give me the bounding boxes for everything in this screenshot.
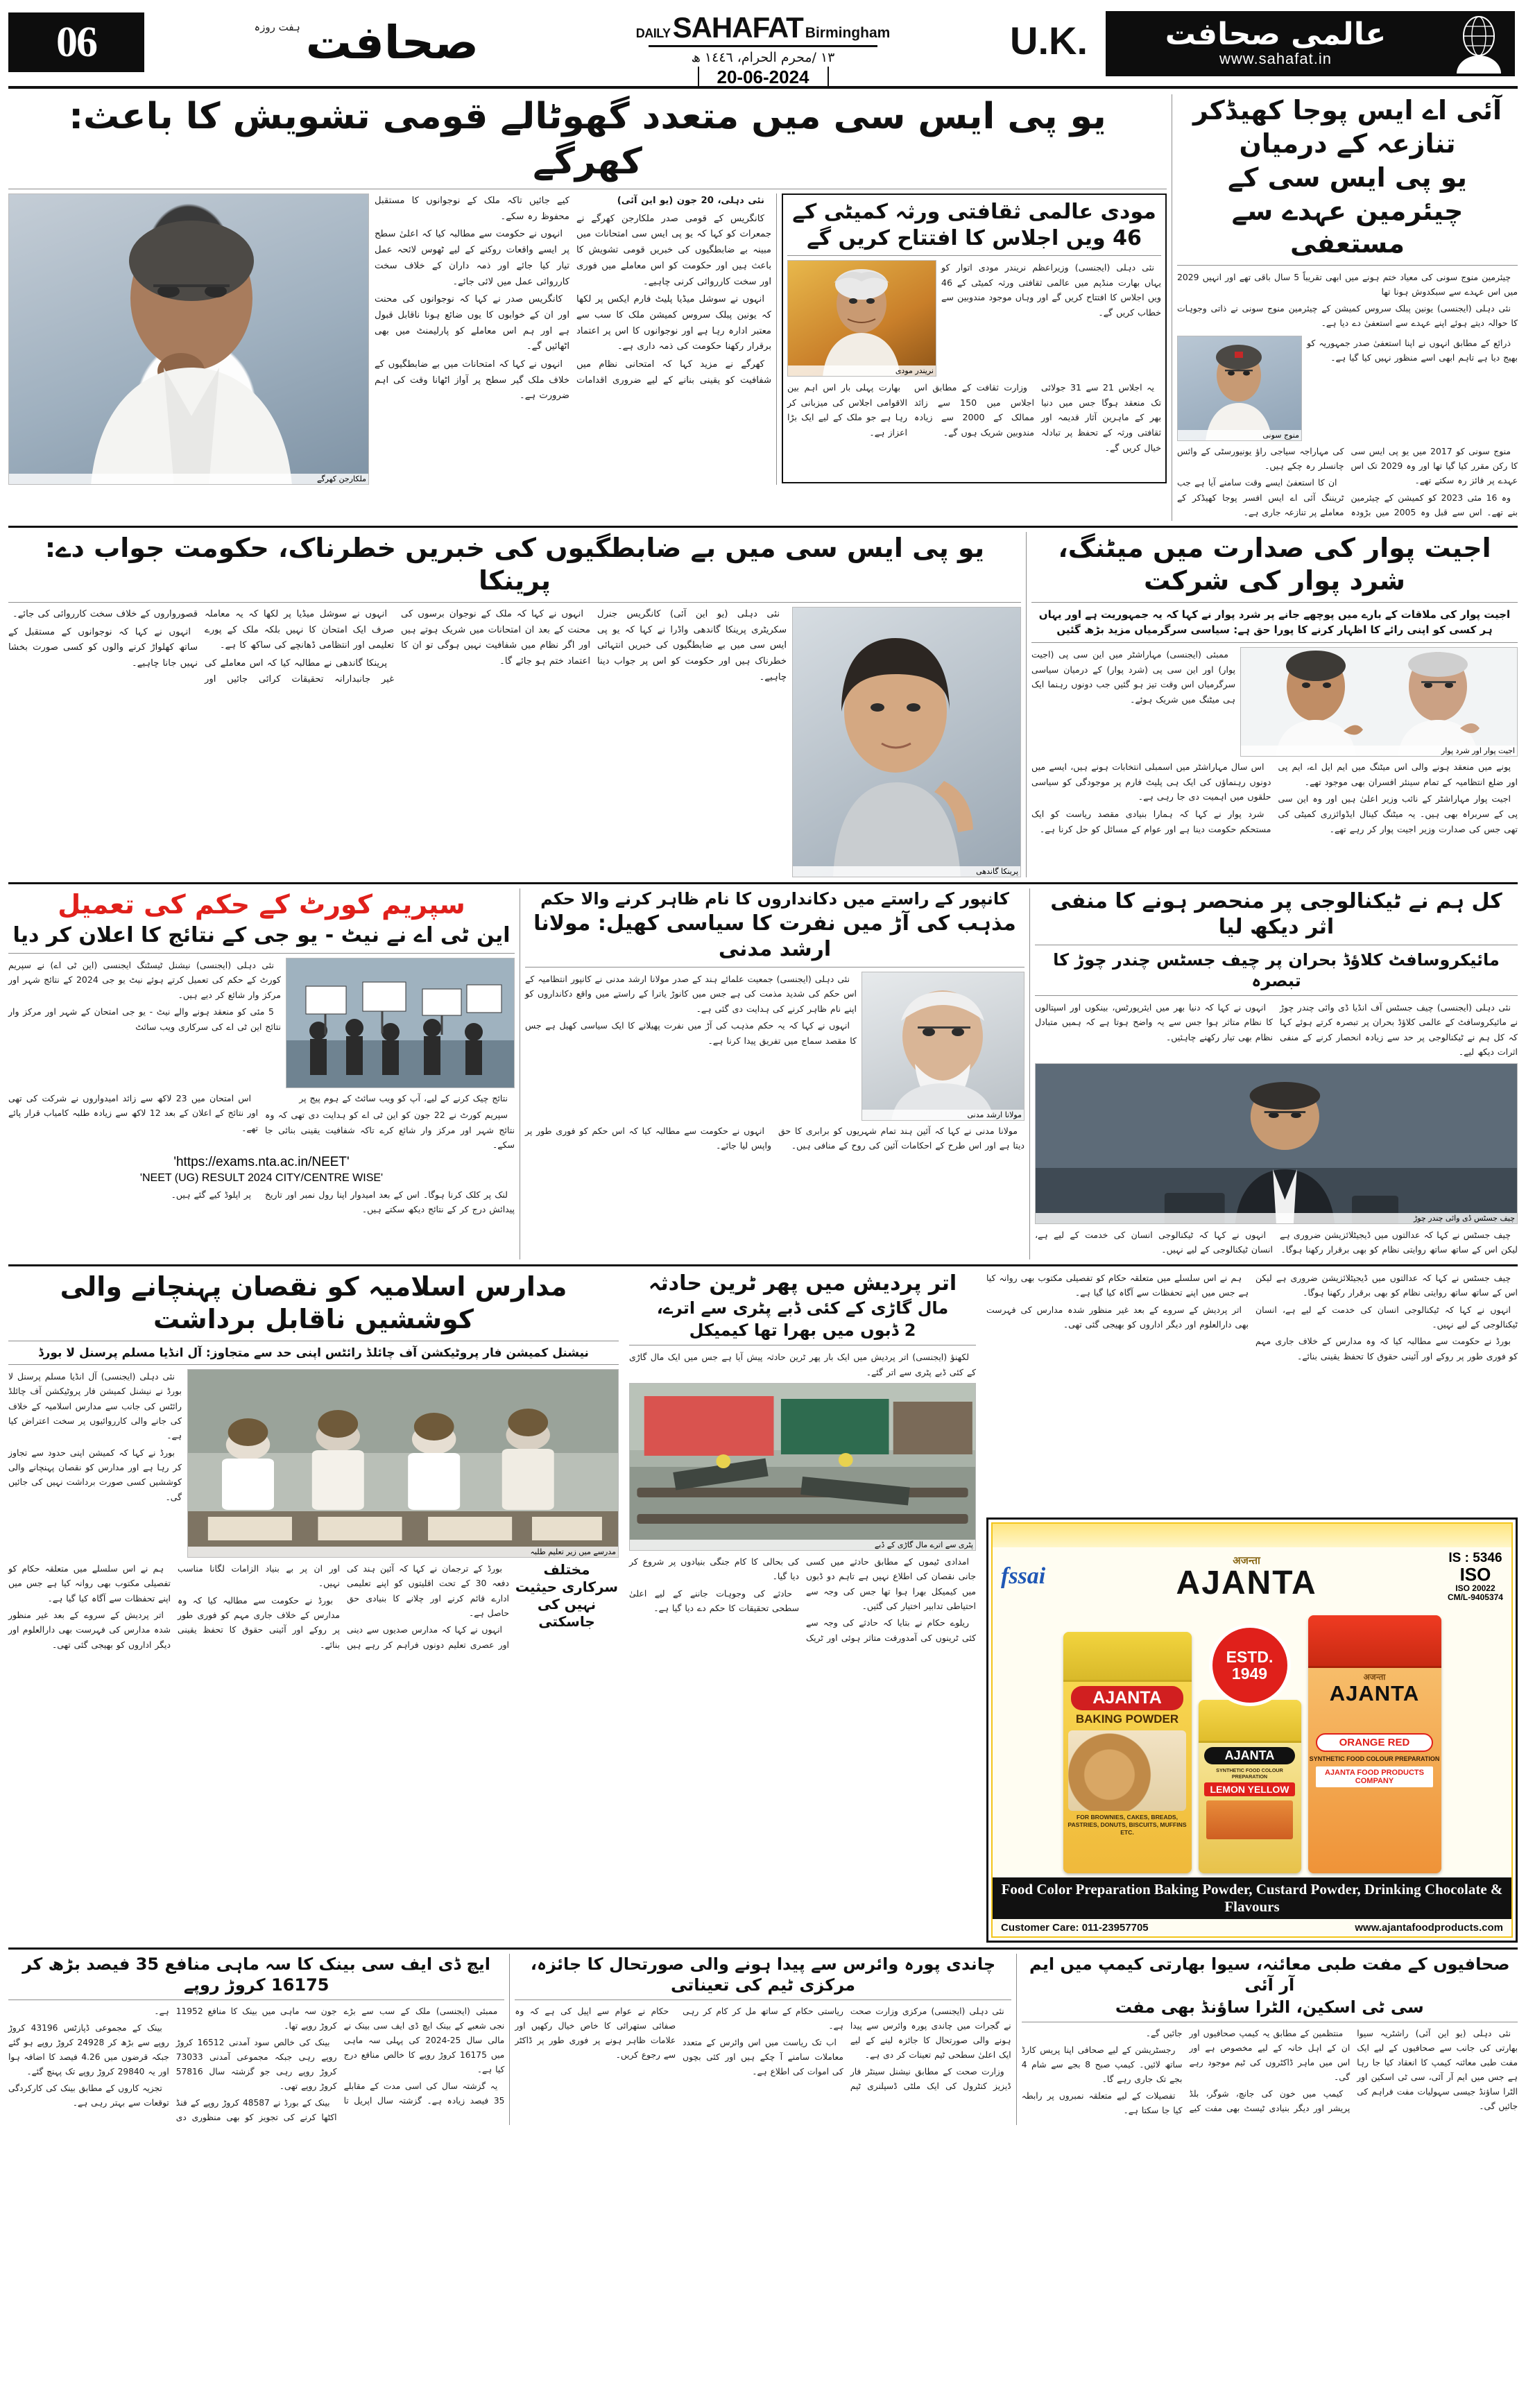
iso-label: ISO [1459,1563,1491,1585]
jar-lid [1199,1700,1301,1743]
fssai-logo: fssai [1001,1563,1046,1590]
divider-2 [8,882,1518,884]
ms-cont-3: بورڈ نے حکومت سے مطالبہ کیا کہ وہ مدارس کے خلاف جاری مہم کو فوری طور پر روکے اور آئینی حقوق کا تحفظ یقینی بنائے۔ [1255,1336,1518,1361]
ad-website[interactable]: www.ajantafoodproducts.com [1355,1922,1503,1934]
chandipura-headline: چاندی پورہ وائرس سے پیدا ہونے والی صورتحال کا جائزہ، مرکزی ٹیم کی تعیناتی [530,1954,996,1995]
madaris-subhead: نیشنل کمیشن فار پروٹیکشن آف چائلڈ رائٹس اپنی حد سے متجاوز: آل انڈیا مسلم پرسنل لا بورڈ [38,1345,589,1360]
modi-story [782,194,1167,485]
madani-photo [861,972,1025,1121]
certification-block [1448,1551,1503,1601]
hdfc-para-1: ممبئی (ایجنسی) ملک کے سب سے بڑے نجی شعبے کے بینک ایچ ڈی ایف سی بینک نے مالی سال 25-2024 کی پہلی سہ ماہی میں 16175 کروڑ روپے کا خالص منافع درج کیا ہے۔ [343,2006,505,2075]
madaris-sidebar-sub: نہیں کی جاسکتی [537,1595,597,1630]
maulana-para-3: مولانا مدنی نے کہا کہ آئین ہند تمام شہریوں کو برابری کا حق دیتا ہے اور اس طرح کے احکامات آئین کی روح کے منافی ہیں۔ [778,1125,1025,1151]
title-rule [649,45,877,47]
divider-1 [8,526,1518,528]
lead-headline: یو پی ایس سی میں متعدد گھوٹالے قومی تشویش کا باعث: کھرگے [69,96,1106,182]
ad-top-strip [993,1524,1511,1547]
pawar-para-5: شرد پوار نے کہا کہ ہمارا بنیادی مقصد ریاست کو ایک مستحکم حکومت دینا ہے اور عوام کے مسائل کو حل کرنا ہے۔ [1031,808,1271,834]
product2-variant: LEMON YELLOW [1204,1782,1294,1796]
ajanta-brand [1176,1554,1317,1602]
hdfc-para-2: یہ گزشتہ سال کی اسی مدت کے مقابلے 35 فیصد زیادہ ہے۔ گزشتہ سال اپریل تا جون سہ ماہی میں بینک کا منافع 11952 کروڑ روپے تھا۔ [175,2006,505,2106]
left-headline-2: یو پی ایس سی کے چیئرمین عہدے سے مستعفی [1228,162,1467,259]
left-body-top [1307,336,1518,366]
product2-wrapper [1199,1648,1301,1873]
maulana-para-1: نئی دہلی (ایجنسی) جمعیت علمائے ہند کے صدر مولانا ارشد مدنی نے کانپور انتظامیہ کے اس حکم کی شدید مذمت کی ہے جس میں کانوڑ یاترا کے راستے میں واقع دکانداروں کو اپنے نام ظاہر کرنے کی ہدایت دی گئی ہے۔ [525,973,857,1014]
madaris-body-rest [8,1561,509,1653]
estd-label: ESTD. [1226,1648,1274,1667]
train-para-2: امدادی ٹیموں کے مطابق حادثے میں کسی جانی نقصان کی اطلاع نہیں ہے تاہم دو ڈبوں میں کیمیکل بھرا ہوا تھا جس کی وجہ سے احتیاطی تدابیر اختیار کی گئیں۔ [806,1556,976,1612]
maulana-story [525,888,1025,1259]
ad-customer-care[interactable]: Customer Care: 011-23957705 [1001,1922,1149,1934]
jar-body [1063,1682,1192,1873]
priyanka-photo [792,607,1021,877]
jar-lid [1308,1615,1441,1668]
masthead [8,7,1518,89]
bottom-right-story [1022,1954,1518,2125]
train-accident-photo [629,1383,976,1551]
lead-para-4: انہوں نے حکومت سے مطالبہ کیا کہ اعلیٰ سطح پر ایسے واقعات روکنے کے لیے ٹھوس لائحہ عمل تیار کیا جائے اور ذمہ داران کے خلاف سخت کارروائی عمل میں لائی جائے۔ [375,229,569,287]
band-four [8,1271,1518,1943]
train-story [629,1271,976,1645]
ms-cont-2: انہوں نے کہا کہ ٹیکنالوجی انسان کی خدمت کے لیے ہے، انسان ٹیکنالوجی کے لیے نہیں۔ [1255,1304,1518,1330]
sewa-para-1: نئی دہلی (یو این آئی) راشٹریہ سیوا بھارتی کی جانب سے صحافیوں کے لیے ایک مفت طبی معائنہ کیمپ کا انعقاد کیا جا رہا ہے جس میں ایم آر آئی، سی ٹی اسکین اور الٹرا ساؤنڈ جیسی سہولیات مفت فراہم کی جائیں گی۔ [1357,2029,1518,2112]
photo-caption: پٹری سے اترے مال گاڑی کے ڈبے [630,1540,975,1550]
sewa-para-3: کیمپ میں خون کی جانچ، شوگر، بلڈ پریشر اور دیگر بنیادی ٹیسٹ بھی مفت کیے جائیں گے۔ [1145,2029,1351,2114]
lead-para-2: انہوں نے سوشل میڈیا پلیٹ فارم ایکس پر لکھا کہ یونین پبلک سروس کمیشن ملک کا سب سے معتبر ادارہ رہا ہے اور نوجوانوں کا اس پر اعتماد برقرار رکھنا حکومت کی ذمہ داری ہے۔ [576,294,771,352]
product3-company: AJANTA FOOD PRODUCTS COMPANY [1316,1766,1433,1787]
paper-name: SAHAFAT [672,11,803,44]
jar-body [1199,1743,1301,1873]
madaris-body-right [8,1369,182,1504]
ms-para-1: نئی دہلی (ایجنسی) چیف جسٹس آف انڈیا ڈی وائی چندر چوڑ نے مائیکروسافٹ کے عالمی کلاؤڈ بحران پر تبصرہ کرتے ہوئے کہا کہ کل ہم نے ٹیکنالوجی پر حد سے زیادہ انحصار کرنے کے منفی اثرات دیکھ لیے۔ [1280,1001,1518,1058]
product3-type: SYNTHETIC FOOD COLOUR PREPARATION [1309,1755,1440,1763]
ad-inner [991,1522,1513,1938]
pawar-headline: اجیت پوار کی صدارت میں میٹنگ، شرد پوار کی شرکت [1058,532,1491,596]
ajanta-wordmark: AJANTA [1176,1565,1317,1602]
product2-name: AJANTA [1204,1747,1294,1764]
neet-para-5: لنک پر کلک کرنا ہوگا۔ اس کے بعد امیدوار اپنا رول نمبر اور تاریخ پیدائش درج کر کے نتائج دیکھ سکتے ہیں۔ [265,1189,515,1215]
lead-para-1: کانگریس کے قومی صدر ملکارجن کھرگے نے جمعرات کو کہا کہ یو پی ایس سی امتحانات میں مبینہ بے ضابطگیوں کی خبریں قومی تشویش کا باعث ہیں اور حکومت کو اس معاملے میں فوری اور سخت کارروائی کرنی چاہیے۔ [576,213,771,287]
hijri-date: ١٣ /محرم الحرام، ١٤٤٦ ھ [691,50,835,65]
lead-story [8,94,1167,521]
modi-photo [787,260,936,377]
madaris-para-2: بورڈ نے کہا کہ کمیشن اپنی حدود سے تجاوز کر رہا ہے اور مدارس کو نقصان پہنچانے والی کوششیں کسی صورت برداشت نہیں کی جائیں گی۔ [8,1447,182,1502]
left-headline-1: آئی اے ایس پوجا کھیڈکر تنازعہ کے درمیان [1192,95,1502,159]
product3-variant: ORANGE RED [1316,1733,1433,1752]
madaris-para-7: اتر پردیش کے سروے کے بعد غیر منظور شدہ مدارس کی فہرست بھی دارالعلوم اور دیگر اداروں کو بھیجی گئی تھی۔ [8,1609,171,1650]
product1-type: BAKING POWDER [1075,1712,1179,1726]
priyanka-para-2: انہوں نے کہا کہ ملک کے نوجوان برسوں کی محنت کے بعد ان امتحانات میں شریک ہوتے ہیں اور اگر نظام میں شفافیت نہیں ہوگی تو ان کا اعتماد ختم ہو جائے گا۔ [401,608,590,667]
maulana-para-4: انہوں نے حکومت سے مطالبہ کیا کہ اس حکم کو فوری طور پر واپس لیا جائے۔ [525,1125,771,1151]
cp-para-3: اب تک ریاست میں اس وائرس کے متعدد معاملات سامنے آ چکے ہیں اور کئی بچوں کی اموات کی اطلاع ہے۔ [683,2038,843,2077]
pawar-story [1031,532,1518,877]
microsoft-body-b [1035,1228,1518,1259]
product3-hindi: अजन्ता [1363,1672,1386,1683]
estd-year: 1949 [1231,1665,1268,1683]
cji-photo [1035,1063,1518,1224]
pawar-body-a [1031,647,1235,707]
is-code: IS : 5346 [1448,1550,1502,1565]
hdfc-body [8,2004,504,2125]
ad-column [986,1271,1518,1943]
product-orange-red [1308,1615,1441,1873]
ms-cont-1: چیف جسٹس نے کہا کہ عدالتوں میں ڈیجیٹلائزیشن ضروری ہے لیکن اس کے ساتھ ساتھ روایتی نظام کو بھی برقرار رکھنا ہوگا۔ [1255,1272,1518,1298]
ajanta-hindi: अजन्ता [1233,1554,1260,1567]
train-headline-2: مال گاڑی کے کئی ڈبے پٹری سے اترے، [656,1298,949,1318]
bottom-mid-story [515,1954,1011,2125]
microsoft-body-a [1035,1000,1518,1060]
band-three [8,888,1518,1259]
madrasa-photo [187,1369,619,1558]
priyanka-story [8,532,1021,877]
ms-cont-5: اتر پردیش کے سروے کے بعد غیر منظور شدہ مدارس کی فہرست بھی دارالعلوم اور دیگر اداروں کو بھیجی گئی تھی۔ [986,1304,1249,1330]
photo-caption: اجیت پوار اور شرد پوار [1241,746,1517,756]
divider-4 [8,1947,1518,1950]
cp-para-4: حکام نے عوام سے اپیل کی ہے کہ وہ صفائی ستھرائی کا خاص خیال رکھیں اور علامات ظاہر ہونے پر فوری طور پر ڈاکٹر سے رجوع کریں۔ [515,2006,676,2061]
train-headline-3: 2 ڈبوں میں بھرا تھا کیمیکل [689,1321,916,1341]
ad-product-row [993,1606,1511,1877]
ad-logo-row [993,1547,1511,1606]
cp-para-2: وزارت صحت کے مطابق نیشنل سینٹر فار ڈیزیز کنٹرول کی ایک ملٹی ڈسپلنری ٹیم ریاستی حکام کے ساتھ مل کر کام کر رہی ہے۔ [683,2006,1011,2092]
maulana-para-2: انہوں نے کہا کہ یہ حکم مذہب کی آڑ میں نفرت پھیلانے کا ایک سیاسی کھیل ہے جس کا مقصد سماج میں تفریق پیدا کرنا ہے۔ [525,1020,857,1046]
paper-title [583,11,943,44]
microsoft-story [1035,888,1518,1259]
pawar-para-4: اس سال مہاراشٹر میں اسمبلی انتخابات ہونے ہیں، ایسے میں دونوں رہنماؤں کی ایک ہی پلیٹ فارم پر موجودگی کو سیاسی حلقوں میں اہمیت دی جا رہی ہے۔ [1031,761,1271,802]
photo-caption: مدرسے میں زیر تعلیم طلبہ [188,1547,618,1557]
neet-para-4: نتائج چیک کرنے کے لیے، آپ کو ویب سائٹ کے ہوم پیج پر [299,1092,508,1103]
left-para-2: ذرائع کے مطابق انہوں نے اپنا استعفیٰ صدر جمہوریہ کو بھیج دیا ہے تاہم ابھی اسے منظور نہیں کیا گیا ہے۔ [1307,337,1518,363]
neet-para-1: نئی دہلی (ایجنسی) نیشنل ٹیسٹنگ ایجنسی (این ٹی اے) نے سپریم کورٹ کے حکم کی تعمیل کرتے ہوئے نیٹ یو جی 2024 کے نتائج شہر اور مرکز وار شائع کر دیے ہیں۔ [8,959,281,1000]
daily-label: DAILY [635,26,671,40]
hdfc-para-5: بینک کے مجموعی ڈپازٹس 43196 کروڑ روپے سے بڑھ کر 24928 کروڑ روپے ہو گئے جبکہ قرضوں میں 4.26 فیصد کا اضافہ ہوا اور یہ 29840 کروڑ روپے تک پہنچ گئے۔ [8,2023,169,2077]
neet-para-7: اس امتحان میں 23 لاکھ سے زائد امیدواروں نے شرکت کی تھی اور نتائج کے اعلان کے بعد 12 لاکھ سے زیادہ طلبہ کامیاب قرار پائے تھے۔ [8,1092,258,1133]
ms-para-2: انہوں نے کہا کہ دنیا بھر میں ایئرپورٹس، بینکوں اور اسپتالوں کا نظام متاثر ہوا جس سے یہ واضح ہوتا ہے کہ ہمیں متبادل نظام بھی تیار رکھنے چاہئیں۔ [1035,1001,1273,1042]
product2-type: SYNTHETIC FOOD COLOUR PREPARATION [1216,1767,1283,1780]
product1-uses: FOR BROWNIES, CAKES, BREADS, PASTRIES, DONUTS, BISCUITS, MUFFINS ETC. [1068,1814,1187,1836]
urdu-logo-subtext: ہفت روزہ [254,21,300,33]
left-para-0: چیئرمین منوج سونی کی معیاد ختم ہونے میں ابھی تقریباً 5 سال باقی تھے اور انہیں 2029 میں اس عہدے سے سبکدوش ہونا تھا [1177,271,1518,297]
sewa-para-2: منتظمین کے مطابق یہ کیمپ صحافیوں اور ان کے اہل خانہ کے لیے مخصوص ہے اور اس میں ماہر ڈاکٹروں کی ٹیم موجود رہے گی۔ [1189,2029,1351,2083]
brand-text-block [1106,19,1446,68]
modi-body-b [787,380,1161,455]
train-para-3: ریلوے حکام نے بتایا کہ حادثے کی وجہ سے کئی ٹرینوں کی آمدورفت متاثر ہوئی اور ٹریک کی بحالی کا کام جنگی بنیادوں پر شروع کر دیا گیا۔ [629,1556,976,1643]
lead-para-5: کانگریس صدر نے کہا کہ نوجوانوں کی محنت اور ان کے خوابوں کا یوں ضائع ہونا ناقابل قبول ہے اور ہم اس معاملے کو پارلیمنٹ میں بھی اٹھائیں گے۔ [375,294,569,352]
train-body-a [629,1350,976,1379]
lead-para-3: کھرگے نے مزید کہا کہ امتحانی نظام میں شفافیت کو یقینی بنانے کے لیے ضروری اقدامات کیے جائیں تاکہ ملک کے نوجوانوں کا مستقبل محفوظ رہ سکے۔ [375,196,771,386]
neet-para-3: پر اپلوڈ کیے گئے ہیں۔ [171,1189,251,1200]
lead-para-6: انہوں نے کہا کہ امتحانات میں بے ضابطگیوں کے خلاف ملک گیر سطح پر آواز اٹھانا وقت کی اہم ضرورت ہے۔ [375,359,569,402]
microsoft-continuation [986,1271,1518,1513]
priyanka-headline: یو پی ایس سی میں بے ضابطگیوں کی خبریں خطرناک، حکومت جواب دے: پرینکا [44,532,985,596]
madaris-headline: مدارس اسلامیہ کو نقصان پہنچانے والی کوششیں ناقابل برداشت [60,1271,567,1335]
estd-badge [1212,1628,1287,1703]
brand-website[interactable]: www.sahafat.in [1219,50,1332,67]
left-para-4: وہ 16 مئی 2023 کو کمیشن کے چیئرمین بنے تھے۔ اس سے قبل وہ 2005 میں بڑودہ کی مہاراجہ سیاجی راؤ یونیورسٹی کے وائس چانسلر رہ چکے ہیں۔ [1177,445,1518,518]
photo-caption: چیف جسٹس ڈی وائی چندر چوڑ [1036,1213,1517,1223]
madaris-para-4: انہوں نے کہا کہ مدارس صدیوں سے دینی اور عصری تعلیم دونوں فراہم کر رہے ہیں اور ان پر بے بنیاد الزامات لگانا مناسب نہیں۔ [178,1563,509,1650]
band-two [8,532,1518,877]
neet-para-6: سپریم کورٹ نے 22 جون کو این ٹی اے کو ہدایت دی تھی کہ وہ نتائج شہر اور مرکز وار شائع کرے تاکہ شفافیت یقینی بنائی جا سکے۔ [265,1110,515,1151]
pawar-photo [1240,647,1518,757]
neet-protest-photo [286,958,515,1088]
pawar-body-b [1031,759,1518,839]
modi-headline: مودی عالمی ثقافتی ورثہ کمیٹی کے 46 ویں اجلاس کا افتتاح کریں گے [792,200,1156,250]
madaris-para-3: بورڈ کے ترجمان نے کہا کہ آئین ہند کی دفعہ 30 کے تحت اقلیتوں کو اپنے تعلیمی ادارے قائم کرنے اور چلانے کا بنیادی حق حاصل ہے۔ [347,1563,509,1618]
left-para-3: منوج سونی کو 2017 میں یو پی ایس سی کا رکن مقرر کیا گیا تھا اور وہ 2029 تک اس عہدے پر فائز رہ سکتے تھے۔ [1351,445,1518,486]
sewa-para-5: تفصیلات کے لیے متعلقہ نمبروں پر رابطہ کیا جا سکتا ہے۔ [1021,2091,1183,2116]
band-lead [8,94,1518,521]
chandipura-body [515,2004,1011,2094]
hdfc-para-6: تجزیہ کاروں کے مطابق بینک کی کارکردگی توقعات سے بہتر رہی ہے۔ [8,2083,169,2108]
sewa-headline-1: صحافیوں کے مفت طبی معائنہ، سیوا بھارتی کیمپ میں ایم آر آئی [1029,1954,1510,1995]
product1-illustration [1068,1730,1186,1811]
neet-link-label[interactable]: 'NEET (UG) RESULT 2024 CITY/CENTRE WISE' [139,1171,384,1184]
band-five [8,1954,1518,2125]
photo-caption: پرینکا گاندھی [793,866,1020,877]
urdu-nameplate [146,11,479,75]
sewa-headline-2: سی ٹی اسکین، الٹرا ساؤنڈ بھی مفت [1115,1997,1424,2018]
priyanka-para-3: انہوں نے سوشل میڈیا پر لکھا کہ یہ معاملہ صرف ایک امتحان کا نہیں بلکہ ملک کے پورے تعلیمی اور انتظامی ڈھانچے کی ساکھ کا ہے۔ [205,608,394,651]
neet-headline-red: سپریم کورٹ کے حکم کی تعمیل [58,888,465,920]
product3-name: AJANTA [1329,1681,1420,1706]
neet-body-a [8,958,281,1035]
pawar-subhead: اجیت پوار کی ملاقات کے بارے میں پوچھے جانے پر شرد پوار نے کہا کہ یہ جمہوریت ہے اور یہاں ہر کسی کو اپنی رائے کا اظہار کرنے کا پورا حق ہے: سیاسی سرگرمیاں مزید بڑھ گئیں [1038,608,1511,637]
maulana-body-a [525,972,857,1049]
neet-para-2: 5 مئی کو منعقد ہونے والے نیٹ - یو جی امتحان کے شہر اور مرکز وار نتائج این ٹی اے کی سرکاری ویب سائٹ [8,1006,281,1032]
product1-name: AJANTA [1071,1686,1184,1710]
maulana-headline-1: کانپور کے راستے میں دکانداروں کا نام ظاہر کرنے والا حکم [540,888,1009,909]
modi-para-1: نئی دہلی (ایجنسی) وزیراعظم نریندر مودی اتوار کو یہاں بھارت منڈپم میں عالمی ثقافتی ورثہ کمیٹی کے 46 ویں اجلاس کا افتتاح کریں گے اور وہاں موجود مندوبین سے خطاب کریں گے۔ [941,262,1161,318]
bottom-left-story [8,1954,504,2125]
page-number-badge [8,12,144,72]
ad-contact-row [993,1919,1511,1936]
photo-caption: نریندر مودی [788,366,936,376]
brand-urdu: عالمی صحافت [1165,17,1387,52]
modi-body-a [941,260,1161,320]
left-body-rest [1177,444,1518,521]
pawar-para-2: پونے میں منعقد ہونے والی اس میٹنگ میں ایم ایل اے، ایم پی اور ضلع انتظامیہ کے تمام سینئر افسران بھی موجود تھے۔ [1278,761,1518,787]
hdfc-para-4: بینک کے بورڈ نے 48587 کروڑ روپے کے فنڈ اکٹھا کرنے کی تجویز کو بھی منظوری دی ہے۔ [154,2006,337,2123]
ad-footer-text: Food Color Preparation Baking Powder, Custard Powder, Drinking Chocolate & Flavours [993,1877,1511,1919]
madaris-sidebar-head: مختلف سرکاری حیثیت [515,1560,619,1595]
train-para-4: حادثے کی وجوہات جاننے کے لیے اعلیٰ سطحی تحقیقات کا حکم دے دیا گیا ہے۔ [629,1588,799,1614]
microsoft-headline-2: مائیکروسافٹ کلاؤڈ بحران پر چیف جسٹس چندر چوڑ کا تبصرہ [1053,949,1500,990]
cp-para-1: نئی دہلی (ایجنسی) مرکزی وزارت صحت نے گجرات میں چاندی پورہ وائرس سے پیدا ہونے والی صورتحال کا جائزہ لینے کے لیے ایک اعلیٰ سطحی ٹیم تعینات کر دی ہے۔ [850,2006,1011,2061]
kharge-photo [8,194,369,485]
left-para-1: نئی دہلی (ایجنسی) یونین پبلک سروس کمیشن کے چیئرمین منوج سونی نے ذاتی وجوہات کا حوالہ دیتے ہوئے اپنے عہدے سے استعفیٰ دے دیا ہے۔ [1177,303,1518,329]
priyanka-para-1: نئی دہلی (یو این آئی) کانگریس جنرل سکریٹری پرینکا گاندھی واڈرا نے کہا کہ یو پی ایس سی میں بے ضابطگیوں کی خبریں انتہائی خطرناک ہیں اور حکومت کو اس پر جواب دینا چاہیے۔ [597,608,787,682]
maulana-headline-2: مذہب کی آڑ میں نفرت کا سیاسی کھیل: مولانا ارشد مدنی [533,911,1016,962]
gregorian-date: 20-06-2024 [698,67,829,88]
sewa-body [1022,2027,1518,2118]
jar-lid [1063,1632,1192,1682]
product2-powder [1206,1800,1292,1839]
left-para-5: ان کا استعفیٰ ایسے وقت سامنے آیا ہے جب ٹریننگ آئی اے ایس افسر پوجا کھیڈکر کے معاملے پر تنازعہ جاری ہے۔ [1177,477,1344,518]
ajanta-advertisement[interactable] [986,1517,1518,1943]
lead-dateline: نئی دہلی، 20 جون (یو این آئی) [617,196,764,206]
modi-para-2: یہ اجلاس 21 سے 31 جولائی تک منعقد ہوگا جس میں دنیا بھر کے ماہرین آثار قدیمہ اور ثقافتی ورثہ کے تحفظ پر تبادلہ خیال کریں گے۔ [1041,382,1161,453]
pawar-para-1: ممبئی (ایجنسی) مہاراشٹر میں این سی پی (اجیت پوار) اور این سی پی (شرد پوار) کے درمیان سیاسی سرگرمیاں اس وقت تیز ہو گئیں جب دونوں رہنما ایک ہی میٹنگ میں شریک ہوئے۔ [1031,648,1235,705]
hdfc-headline: ایچ ڈی ایف سی بینک کا سہ ماہی منافع 35 فیصد بڑھ کر 16175 کروڑ روپے [22,1954,491,1995]
train-headline-1: اتر پردیش میں پھر ٹرین حادثہ [648,1271,957,1296]
priyanka-para-4: پرینکا گاندھی نے مطالبہ کیا کہ اس معاملے کی غیر جانبدارانہ تحقیقات کرائی جائیں اور قصورواروں کے خلاف سخت کارروائی کی جائے۔ [12,608,394,685]
madaris-story [8,1271,619,1653]
priyanka-para-5: انہوں نے کہا کہ نوجوانوں کے مستقبل کے ساتھ کھلواڑ کرنے والوں کو کسی صورت بخشا نہیں جانا چاہیے۔ [8,626,198,669]
paper-city: Birmingham [805,25,891,41]
neet-story [8,888,515,1259]
cm-license: CM/L-9405374 [1447,1592,1503,1602]
hdfc-para-3: بینک کی خالص سود آمدنی 16512 کروڑ روپے رہی جبکہ مجموعی آمدنی 73033 کروڑ روپے رہی جو گزشتہ سال 57816 کروڑ روپے تھی۔ [175,2038,337,2092]
edition-label: U.K. [1010,19,1088,62]
photo-caption: ملکارجن کھرگے [9,474,368,484]
maulana-body-b [525,1124,1025,1155]
iso-number: ISO 20022 [1455,1583,1495,1594]
microsoft-headline-1: کل ہم نے ٹیکنالوجی پر منحصر ہونے کا منفی اثر دیکھ لیا [1050,888,1502,940]
manoj-soni-photo [1177,336,1302,441]
modi-para-3: وزارت ثقافت کے مطابق اس اجلاس میں 150 سے زائد ممالک کے 2000 سے زیادہ مندوبین شریک ہوں گے۔ [914,382,1034,438]
neet-url[interactable]: 'https://exams.nta.ac.in/NEET' [173,1154,350,1169]
ms-para-3: چیف جسٹس نے کہا کہ عدالتوں میں ڈیجیٹلائزیشن ضروری ہے لیکن اس کے ساتھ ساتھ روایتی نظام کو بھی برقرار رکھنا ہوگا۔ [1280,1229,1518,1255]
left-kicker [1177,270,1518,331]
product-baking-powder [1063,1632,1192,1873]
divider-3 [8,1264,1518,1266]
photo-caption: مولانا ارشد مدنی [862,1110,1024,1120]
neet-body-b [8,1091,515,1153]
madaris-para-6: ہم نے اس سلسلے میں متعلقہ حکام کو تفصیلی مکتوب بھی روانہ کیا ہے جس میں اپنے تحفظات سے آگاہ کیا گیا ہے۔ [8,1563,171,1603]
page-number: 06 [56,18,96,66]
photo-caption: منوج سونی [1178,430,1301,440]
urdu-logo-text: صحافت [305,16,479,69]
globe-icon [1446,12,1512,75]
product-lemon-yellow [1199,1700,1301,1873]
left-top-story [1177,94,1518,521]
madaris-para-5: بورڈ نے حکومت سے مطالبہ کیا کہ وہ مدارس کے خلاف جاری مہم کو فوری طور پر روکے اور آئینی حقوق کا تحفظ یقینی بنائے۔ [178,1594,340,1650]
modi-para-4: بھارت پہلی بار اس اہم بین الاقوامی اجلاس کی میزبانی کر رہا ہے جو ملک کے لیے ایک بڑا اعزاز ہے۔ [787,382,907,438]
neet-body-c [8,1187,515,1217]
sewa-para-4: رجسٹریشن کے لیے صحافی اپنا پریس کارڈ ساتھ لائیں۔ کیمپ صبح 8 بجے سے شام 4 بجے تک جاری رہے گا۔ [1021,2045,1183,2085]
sahafat-brand-block[interactable] [1106,11,1515,76]
lead-body-right [375,194,771,404]
jar-body [1308,1668,1441,1873]
pawar-para-3: اجیت پوار مہاراشٹر کے نائب وزیر اعلیٰ ہیں اور وہ این سی پی کے سربراہ بھی ہیں۔ یہ میٹنگ کینال ایڈوائزری کمیٹی کی تھی جس کی صدارت وزیر اجیت پوار کر رہے تھے۔ [1278,793,1518,834]
madaris-para-1: نئی دہلی (ایجنسی) آل انڈیا مسلم پرسنل لا بورڈ نے نیشنل کمیشن فار پروٹیکشن آف چائلڈ رائٹس کی جانب سے مدارس اسلامیہ کے خلاف کی جانے والی کارروائیوں پر سخت اعتراض کیا ہے۔ [8,1370,182,1441]
priyanka-body [8,607,787,877]
masthead-center [583,11,943,88]
neet-headline-black: این ٹی اے نے نیٹ - یو جی کے نتائج کا اعلان کر دیا [12,923,511,948]
train-para-1: لکھنؤ (ایجنسی) اتر پردیش میں ایک بار پھر ٹرین حادثہ پیش آیا ہے جس میں ایک مال گاڑی کے کئی ڈبے پٹری سے اتر گئے۔ [629,1352,976,1377]
ms-para-4: انہوں نے کہا کہ ٹیکنالوجی انسان کی خدمت کے لیے ہے، انسان ٹیکنالوجی کے لیے نہیں۔ [1035,1229,1273,1255]
ms-cont-4: ہم نے اس سلسلے میں متعلقہ حکام کو تفصیلی مکتوب بھی روانہ کیا ہے جس میں اپنے تحفظات سے آگاہ کیا گیا ہے۔ [986,1272,1249,1298]
train-body-b [629,1554,976,1645]
